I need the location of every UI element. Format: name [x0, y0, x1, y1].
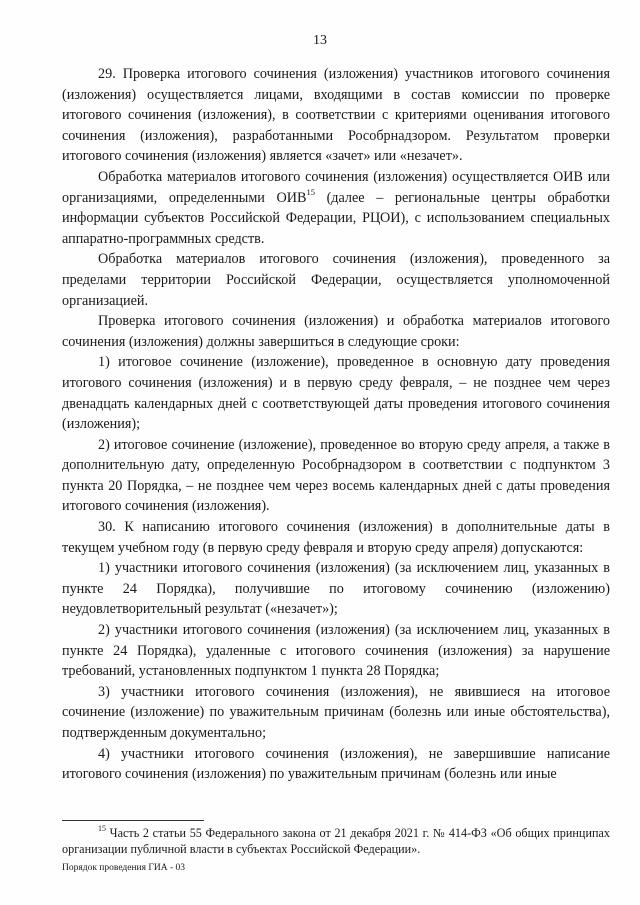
footnote — [62, 823, 610, 857]
paragraph-processing — [62, 167, 610, 249]
admission-item-2: 2) участники итогового сочинения (изложения) (за исключением лиц, указанных в пункте 24 Порядка), удаленные с итогового сочинения (изложения) за нарушение требований, установленных подпунктом 1 пункта 28 Порядка; — [62, 622, 610, 680]
paragraph-processing-start: Обработка материалов итогового сочинения (изложения) осуществляется ОИВ или организациями, определенными ОИВ — [62, 168, 610, 206]
footnote-number: 15 — [98, 823, 106, 833]
footer-label: Порядок проведения ГИА - 03 — [62, 863, 185, 873]
admission-item-4: 4) участники итогового сочинения (изложения), не завершившие написание итогового сочинения (изложения) по уважительным причинам (болезнь или иные — [62, 745, 610, 783]
deadline-item-1: 1) итоговое сочинение (изложение), проведенное в основную дату проведения итогового сочинения (изложения) и в первую среду февраля, – не позднее чем через двенадцать календарных дней с соответствующей даты проведения итогового сочинения (изложения); — [62, 354, 610, 433]
paragraph-processing-end: (далее – региональные центры обработки информации субъектов Российской Федерации, РЦОИ), с использованием специальных аппаратно-программных средств. — [62, 189, 610, 247]
deadline-item-2: 2) итоговое сочинение (изложение), проведенное во вторую среду апреля, а также в дополнительную дату, определенную Рособрнадзором в соответствии с подпунктом 3 пункта 20 Порядка, – не позднее чем через восемь календарных дней с даты проведения итогового сочинения (изложения). — [62, 436, 610, 515]
admission-item-1: 1) участники итогового сочинения (изложения) (за исключением лиц, указанных в пункте 24 Порядка), получившие по итоговому сочинению (изложению) неудовлетворительный результат («незачет»); — [62, 560, 610, 618]
page-number: 13 — [313, 33, 327, 48]
footnote-divider — [62, 820, 204, 821]
footnote-reference[interactable]: 15 — [306, 186, 315, 197]
paragraph-30: 30. К написанию итогового сочинения (изложения) в дополнительные даты в текущем учебном году (в первую среду февраля и вторую среду апреля) допускаются: — [62, 519, 610, 556]
paragraph-abroad: Обработка материалов итогового сочинения (изложения), проведенного за пределами территории Российской Федерации, осуществляется уполномоченной организацией. — [62, 251, 610, 309]
paragraph-deadlines: Проверка итогового сочинения (изложения) и обработка материалов итогового сочинения (изложения) должны завершиться в следующие сроки: — [62, 313, 610, 350]
footnote-text: Часть 2 статьи 55 Федерального закона от 21 декабря 2021 г. № 414-ФЗ «Об общих принципах организации публичной власти в субъектах Российской Федерации». — [62, 826, 610, 856]
document-body — [62, 64, 610, 785]
admission-item-3: 3) участники итогового сочинения (изложения), не явившиеся на итоговое сочинение (изложение) по уважительным причинам (болезнь или иные обстоятельства), подтвержденным документально; — [62, 683, 610, 741]
paragraph-29: 29. Проверка итогового сочинения (изложения) участников итогового сочинения (изложения) осуществляется лицами, входящими в состав комиссии по проверке итогового сочинения (изложения), в соответствии с критериями оценивания итогового сочинения (изложения), разработанными Рособрнадзором. Результатом проверки итогового сочинения (изложения) является «зачет» или «незачет». — [62, 66, 610, 165]
